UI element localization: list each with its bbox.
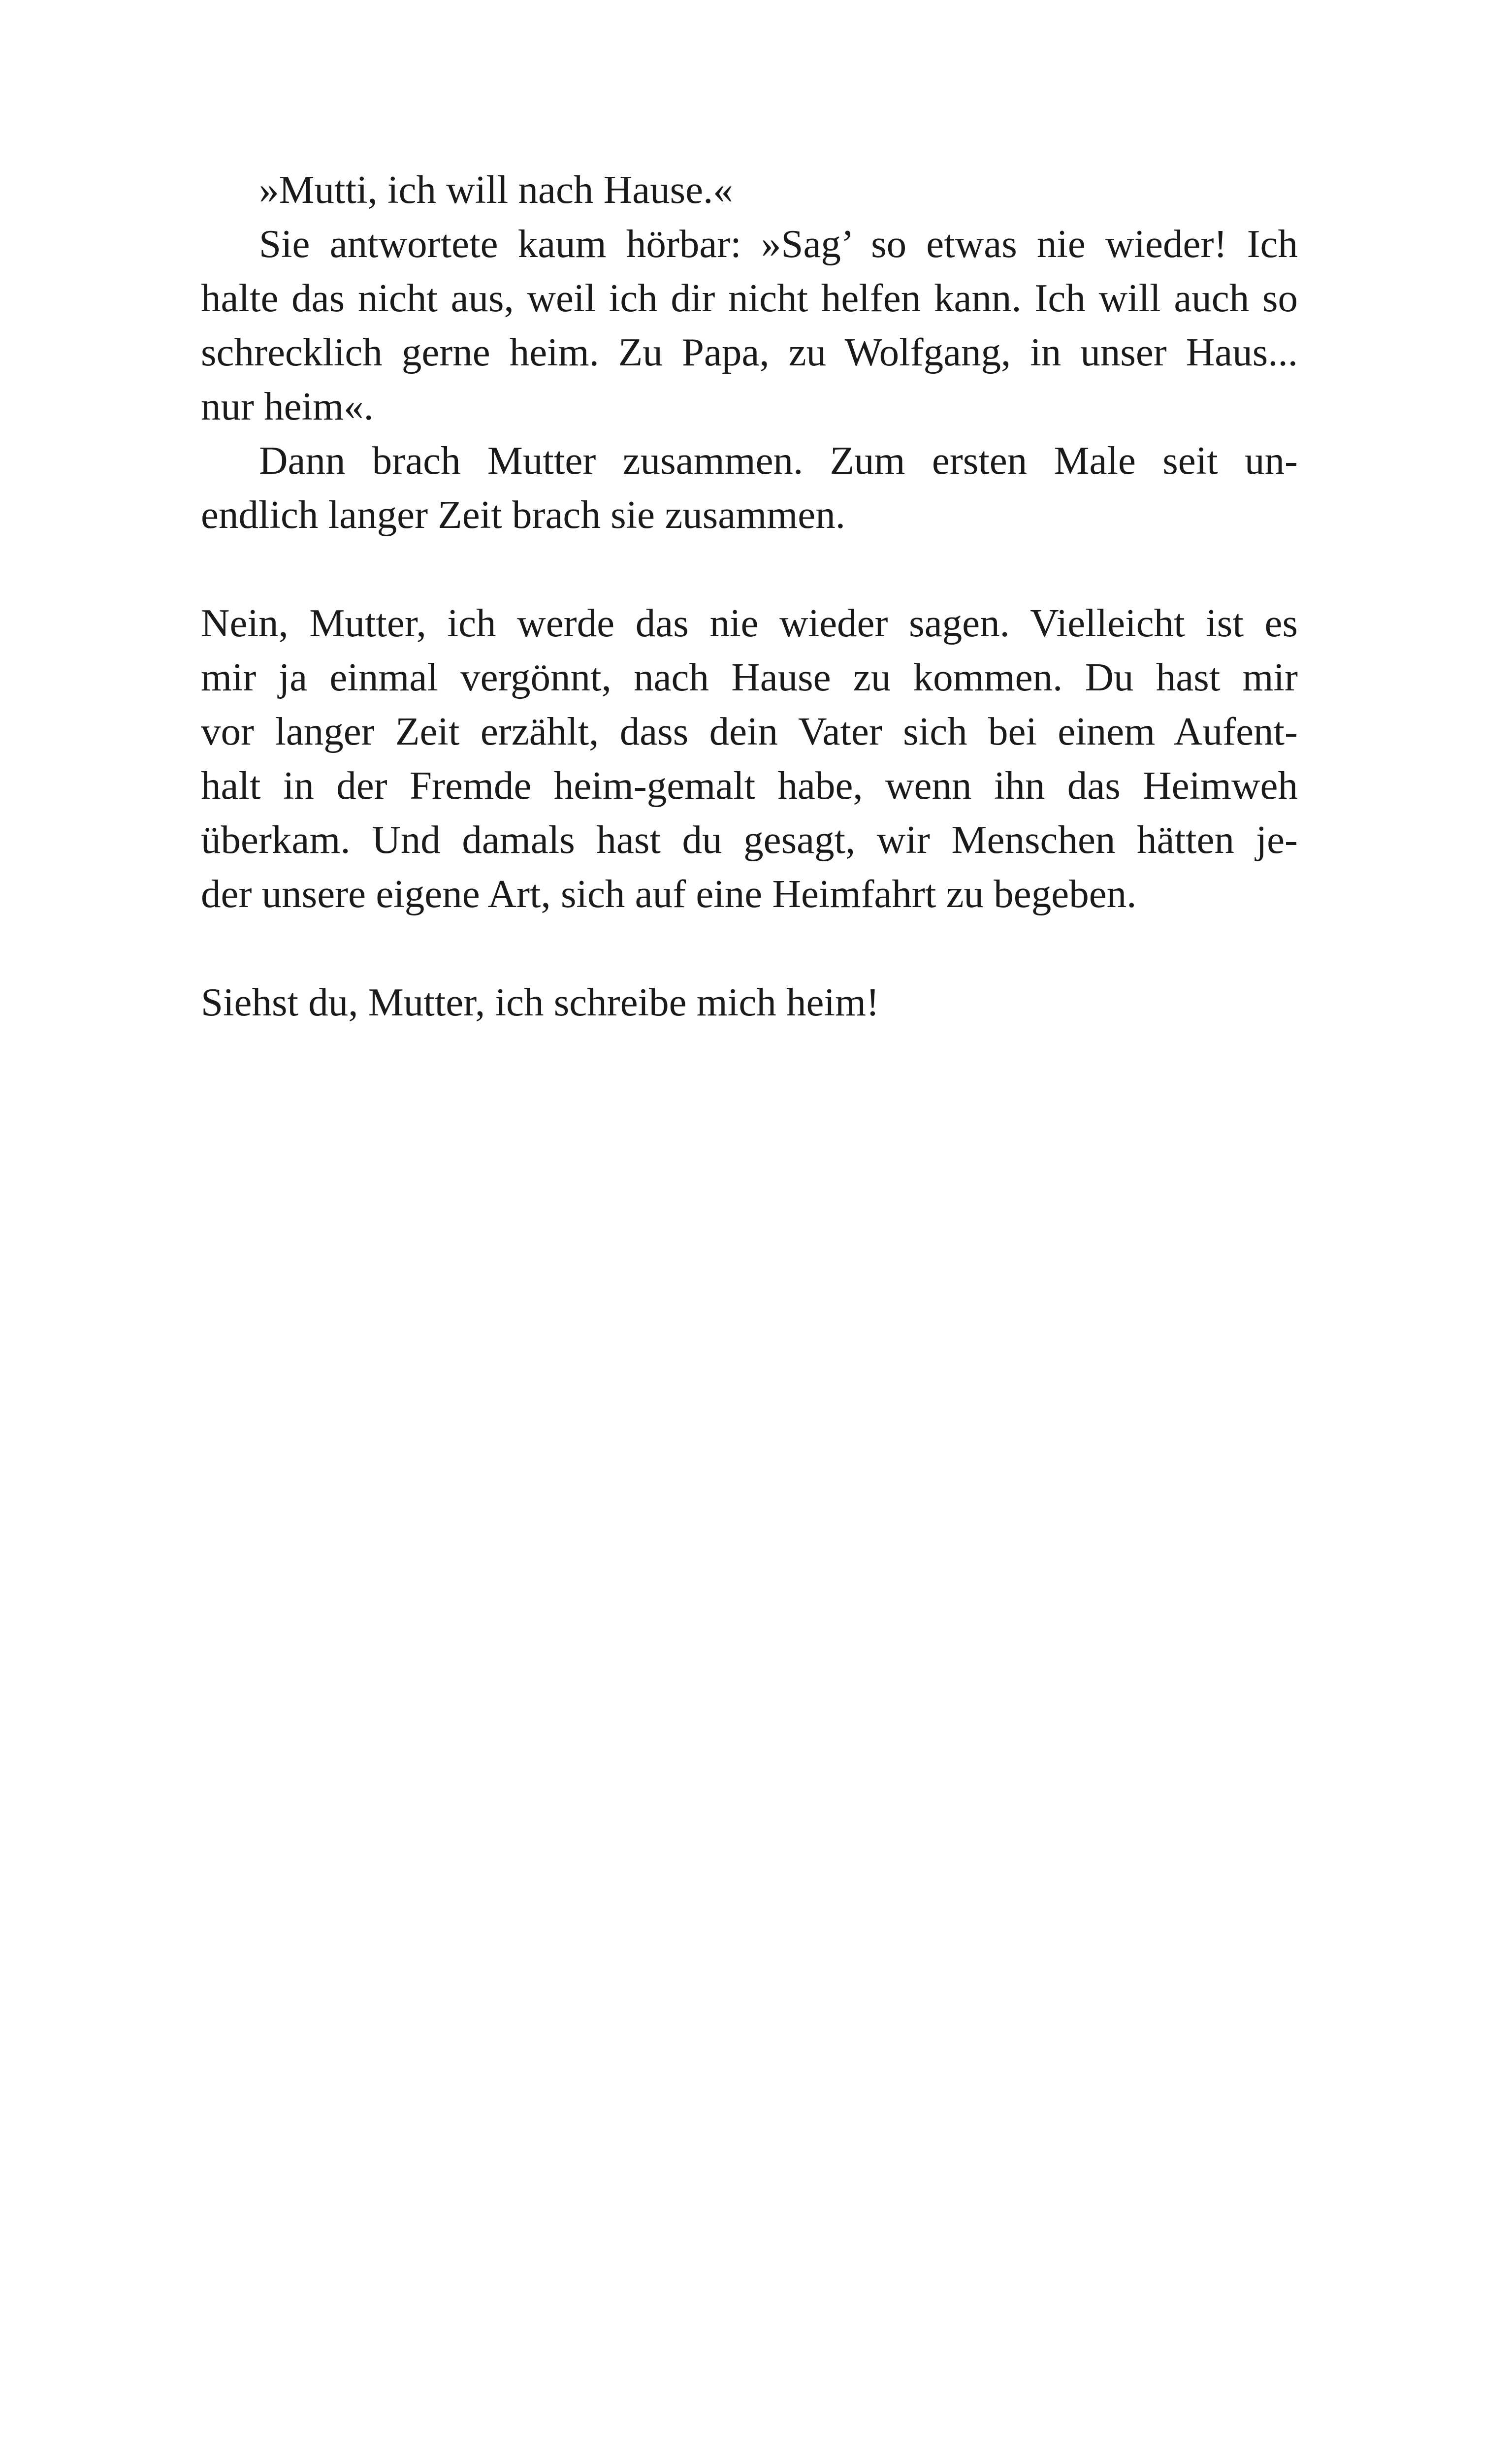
text-line: endlich langer Zeit brach sie zusammen. (201, 492, 845, 537)
text-line: überkam. Und damals hast du gesagt, wir Menschen hätten je- (201, 817, 1298, 862)
text-line: Nein, Mutter, ich werde das nie wieder sagen. Vielleicht ist es (201, 601, 1298, 645)
body-text (201, 163, 1298, 1029)
text-line: Dann brach Mutter zusammen. Zum ersten Male seit un- (259, 438, 1298, 483)
text-line: »Mutti, ich will nach Hause.« (259, 167, 733, 212)
paragraph-4 (201, 596, 1298, 921)
text-line: Siehst du, Mutter, ich schreibe mich heim! (201, 980, 879, 1024)
paragraph-5 (201, 975, 1298, 1029)
paragraph-3 (201, 433, 1298, 542)
paragraph-1 (201, 163, 1298, 217)
text-line: Sie antwortete kaum hörbar: »Sag’ so etwas nie wieder! Ich (259, 222, 1298, 266)
text-line: der unsere eigene Art, sich auf eine Heimfahrt zu begeben. (201, 872, 1137, 916)
text-line: halte das nicht aus, weil ich dir nicht helfen kann. Ich will auch so (201, 276, 1298, 320)
text-line: mir ja einmal vergönnt, nach Hause zu kommen. Du hast mir (201, 655, 1298, 699)
text-line: halt in der Fremde heim-gemalt habe, wenn ihn das Heimweh (201, 763, 1298, 808)
text-line: vor langer Zeit erzählt, dass dein Vater sich bei einem Aufent- (201, 709, 1298, 753)
paragraph-2 (201, 217, 1298, 433)
text-line: nur heim«. (201, 384, 374, 428)
text-line: schrecklich gerne heim. Zu Papa, zu Wolfgang, in unser Haus... (201, 330, 1298, 374)
